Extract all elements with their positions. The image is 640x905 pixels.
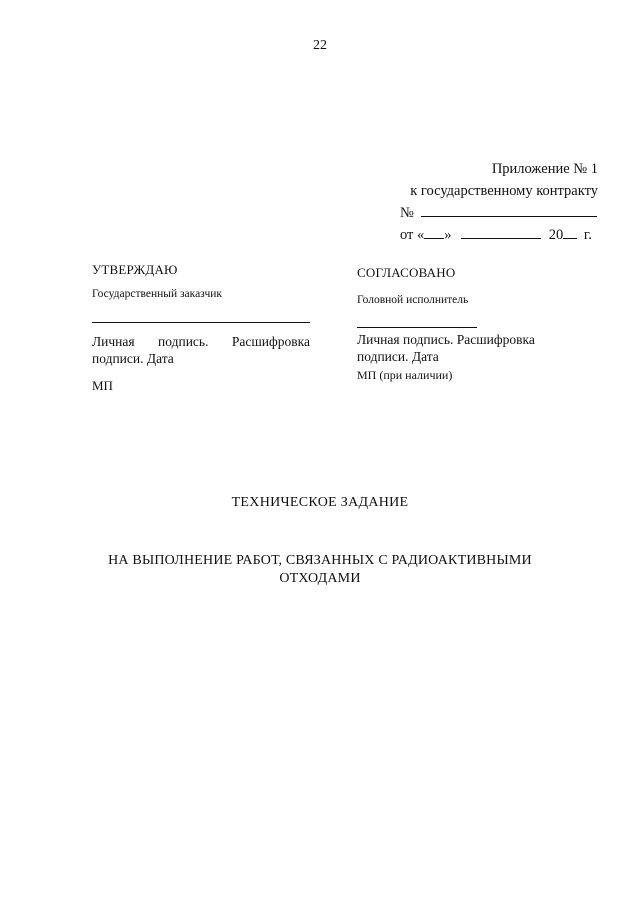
approve-caption-word1: Личная — [92, 334, 135, 349]
annex-date-line — [400, 224, 598, 246]
agree-caption-line1: Личная подпись. Расшифровка — [357, 332, 535, 347]
approve-signature-line — [92, 322, 310, 323]
number-sign: № — [400, 205, 414, 221]
annex-block — [400, 158, 598, 246]
approve-heading: УТВЕРЖДАЮ — [92, 262, 178, 277]
year-prefix: 20 — [548, 227, 564, 243]
document-subtitle-line2: ОТХОДАМИ — [279, 571, 361, 586]
approve-caption-line1 — [92, 333, 310, 350]
document-subtitle — [0, 552, 640, 588]
agree-caption-line2: подписи. Дата — [357, 349, 439, 364]
annex-title: Приложение № 1 — [491, 161, 598, 177]
month-blank — [461, 226, 541, 239]
agree-signature-line — [357, 327, 477, 328]
page-number: 22 — [313, 38, 327, 53]
day-blank — [424, 226, 444, 239]
contract-number-blank — [421, 204, 597, 217]
annex-contract-label: к государственному контракту — [410, 183, 598, 199]
agree-signature-caption — [357, 331, 587, 365]
approve-signature-caption — [92, 333, 310, 367]
agree-heading: СОГЛАСОВАНО — [357, 265, 456, 280]
annex-number-line — [400, 202, 598, 224]
approve-caption-line2: подписи. Дата — [92, 351, 174, 366]
approve-role: Государственный заказчик — [92, 288, 223, 300]
document-title: ТЕХНИЧЕСКОЕ ЗАДАНИЕ — [231, 495, 409, 510]
approve-stamp: МП — [92, 378, 113, 393]
date-from-label: от « — [400, 227, 425, 243]
date-quote-close: » — [444, 227, 452, 243]
year-blank — [563, 226, 577, 239]
year-suffix: г. — [583, 227, 592, 243]
agree-stamp: МП (при наличии) — [357, 368, 453, 382]
agree-role: Головной исполнитель — [357, 294, 469, 306]
approve-caption-word2: подпись. — [158, 334, 209, 349]
approve-caption-word3: Расшифровка — [231, 334, 310, 349]
document-subtitle-line1: НА ВЫПОЛНЕНИЕ РАБОТ, СВЯЗАННЫХ С РАДИОАКТИВНЫМИ — [108, 553, 532, 568]
